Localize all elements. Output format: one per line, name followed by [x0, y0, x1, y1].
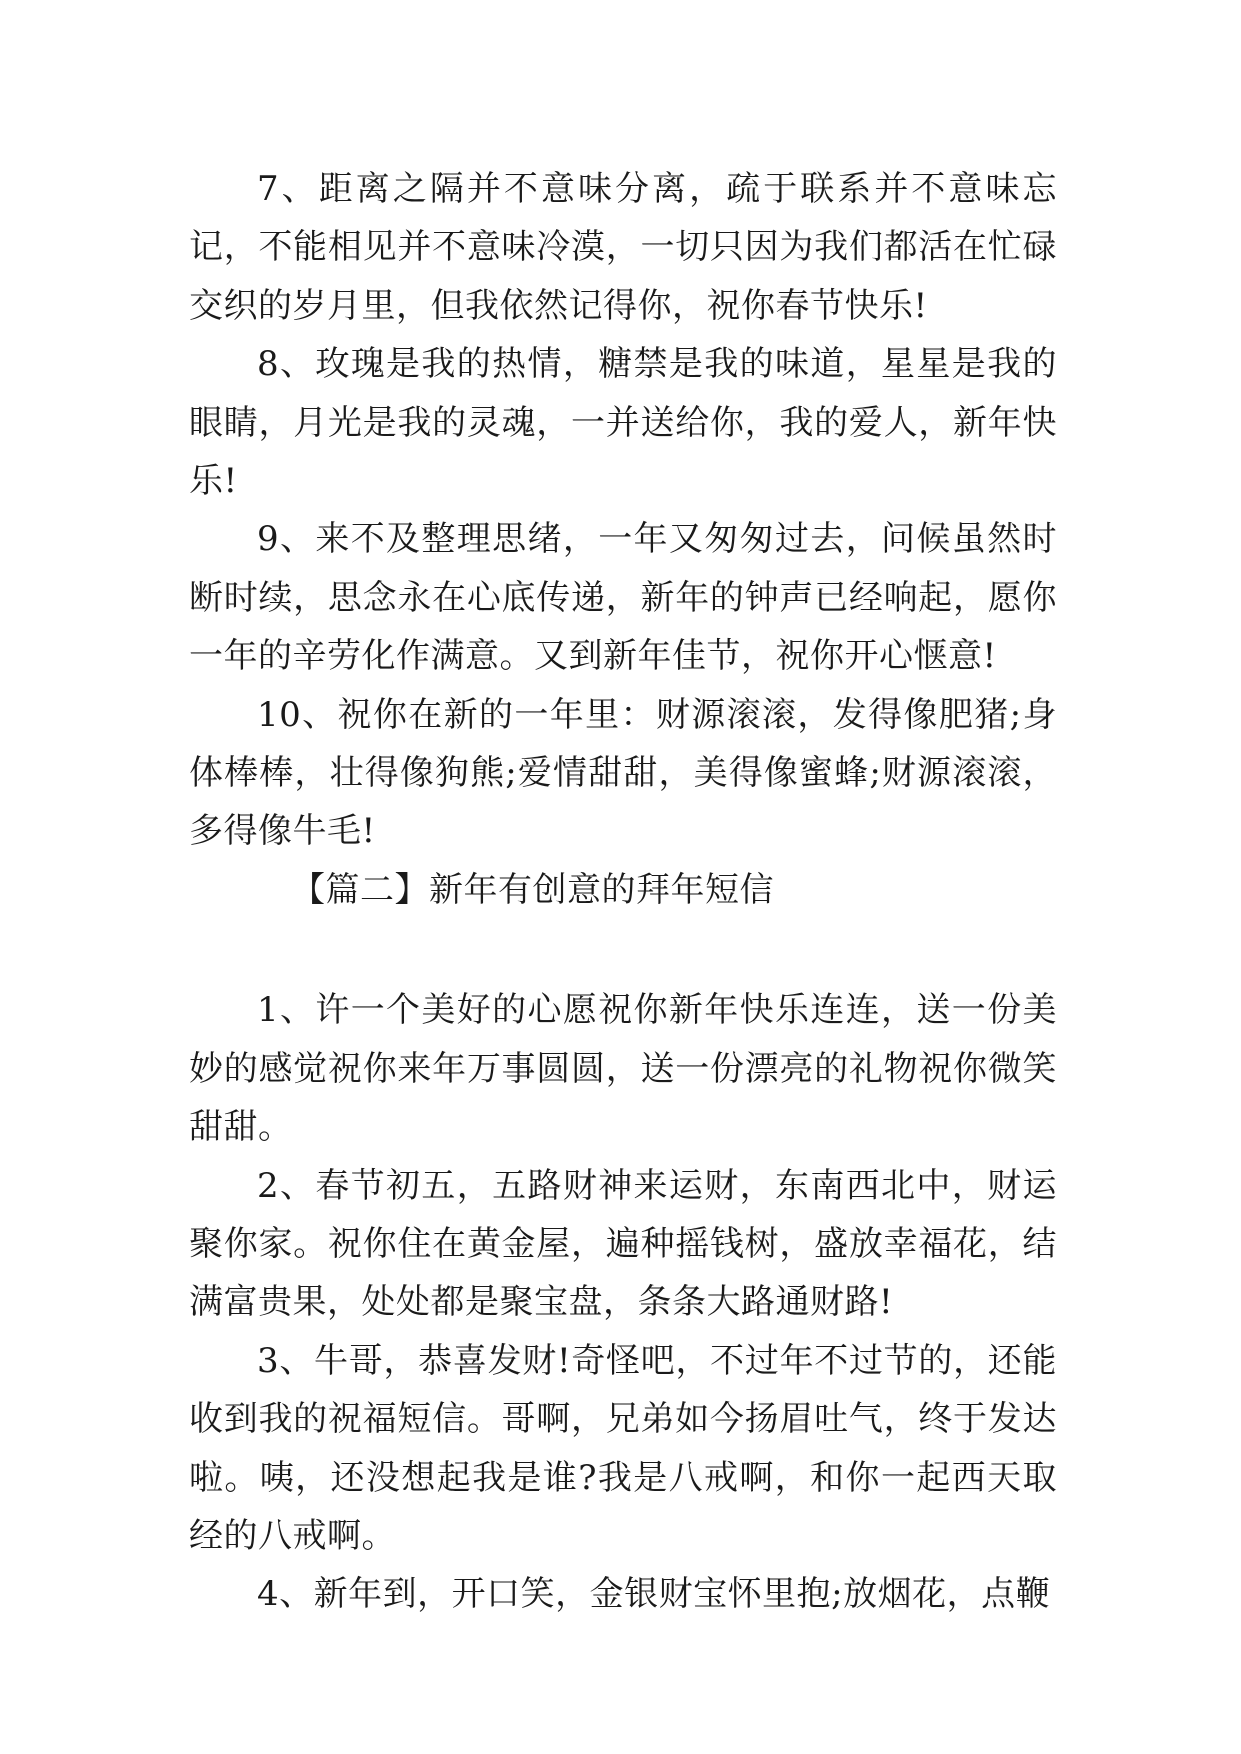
paragraph-9: 9、来不及整理思绪，一年又匆匆过去，问候虽然时断时续，思念永在心底传递，新年的钟声已经响起，愿你一年的辛劳化作满意。又到新年佳节，祝你开心惬意!: [189, 519, 1057, 677]
paragraph-3: 3、牛哥，恭喜发财!奇怪吧，不过年不过节的，还能收到我的祝福短信。哥啊，兄弟如今扬眉吐气，终于发达啦。咦，还没想起我是谁?我是八戒啊，和你一起西天取经的八戒啊。: [189, 1340, 1057, 1556]
paragraph-2: 2、春节初五，五路财神来运财，东南西北中，财运聚你家。祝你住在黄金屋，遍种摇钱树，盛放幸福花，结满富贵果，处处都是聚宝盘，条条大路通财路!: [189, 1165, 1057, 1323]
paragraph-7: 7、距离之隔并不意味分离，疏于联系并不意味忘记，不能相见并不意味冷漠，一切只因为我们都活在忙碌交织的岁月里，但我依然记得你，祝你春节快乐!: [189, 169, 1057, 326]
paragraph-8: 8、玫瑰是我的热情，糖禁是我的味道，星星是我的眼睛，月光是我的灵魂，一并送给你，我的爱人，新年快乐!: [189, 344, 1057, 502]
section-spacer: [189, 919, 1057, 981]
paragraph-4: 4、新年到，开口笑，金银财宝怀里抱;放烟花，点鞭: [257, 1574, 1051, 1615]
paragraph-1: 1、许一个美好的心愿祝你新年快乐连连，送一份美妙的感觉祝你来年万事圆圆，送一份漂亮的礼物祝你微笑甜甜。: [189, 990, 1057, 1148]
section-heading: 【篇二】新年有创意的拜年短信: [291, 869, 774, 910]
paragraph-10: 10、祝你在新的一年里：财源滚滚，发得像肥猪;身体棒棒，壮得像狗熊;爱情甜甜，美得像蜜蜂;财源滚滚，多得像牛毛!: [189, 694, 1057, 852]
document-body: [189, 160, 1057, 1624]
